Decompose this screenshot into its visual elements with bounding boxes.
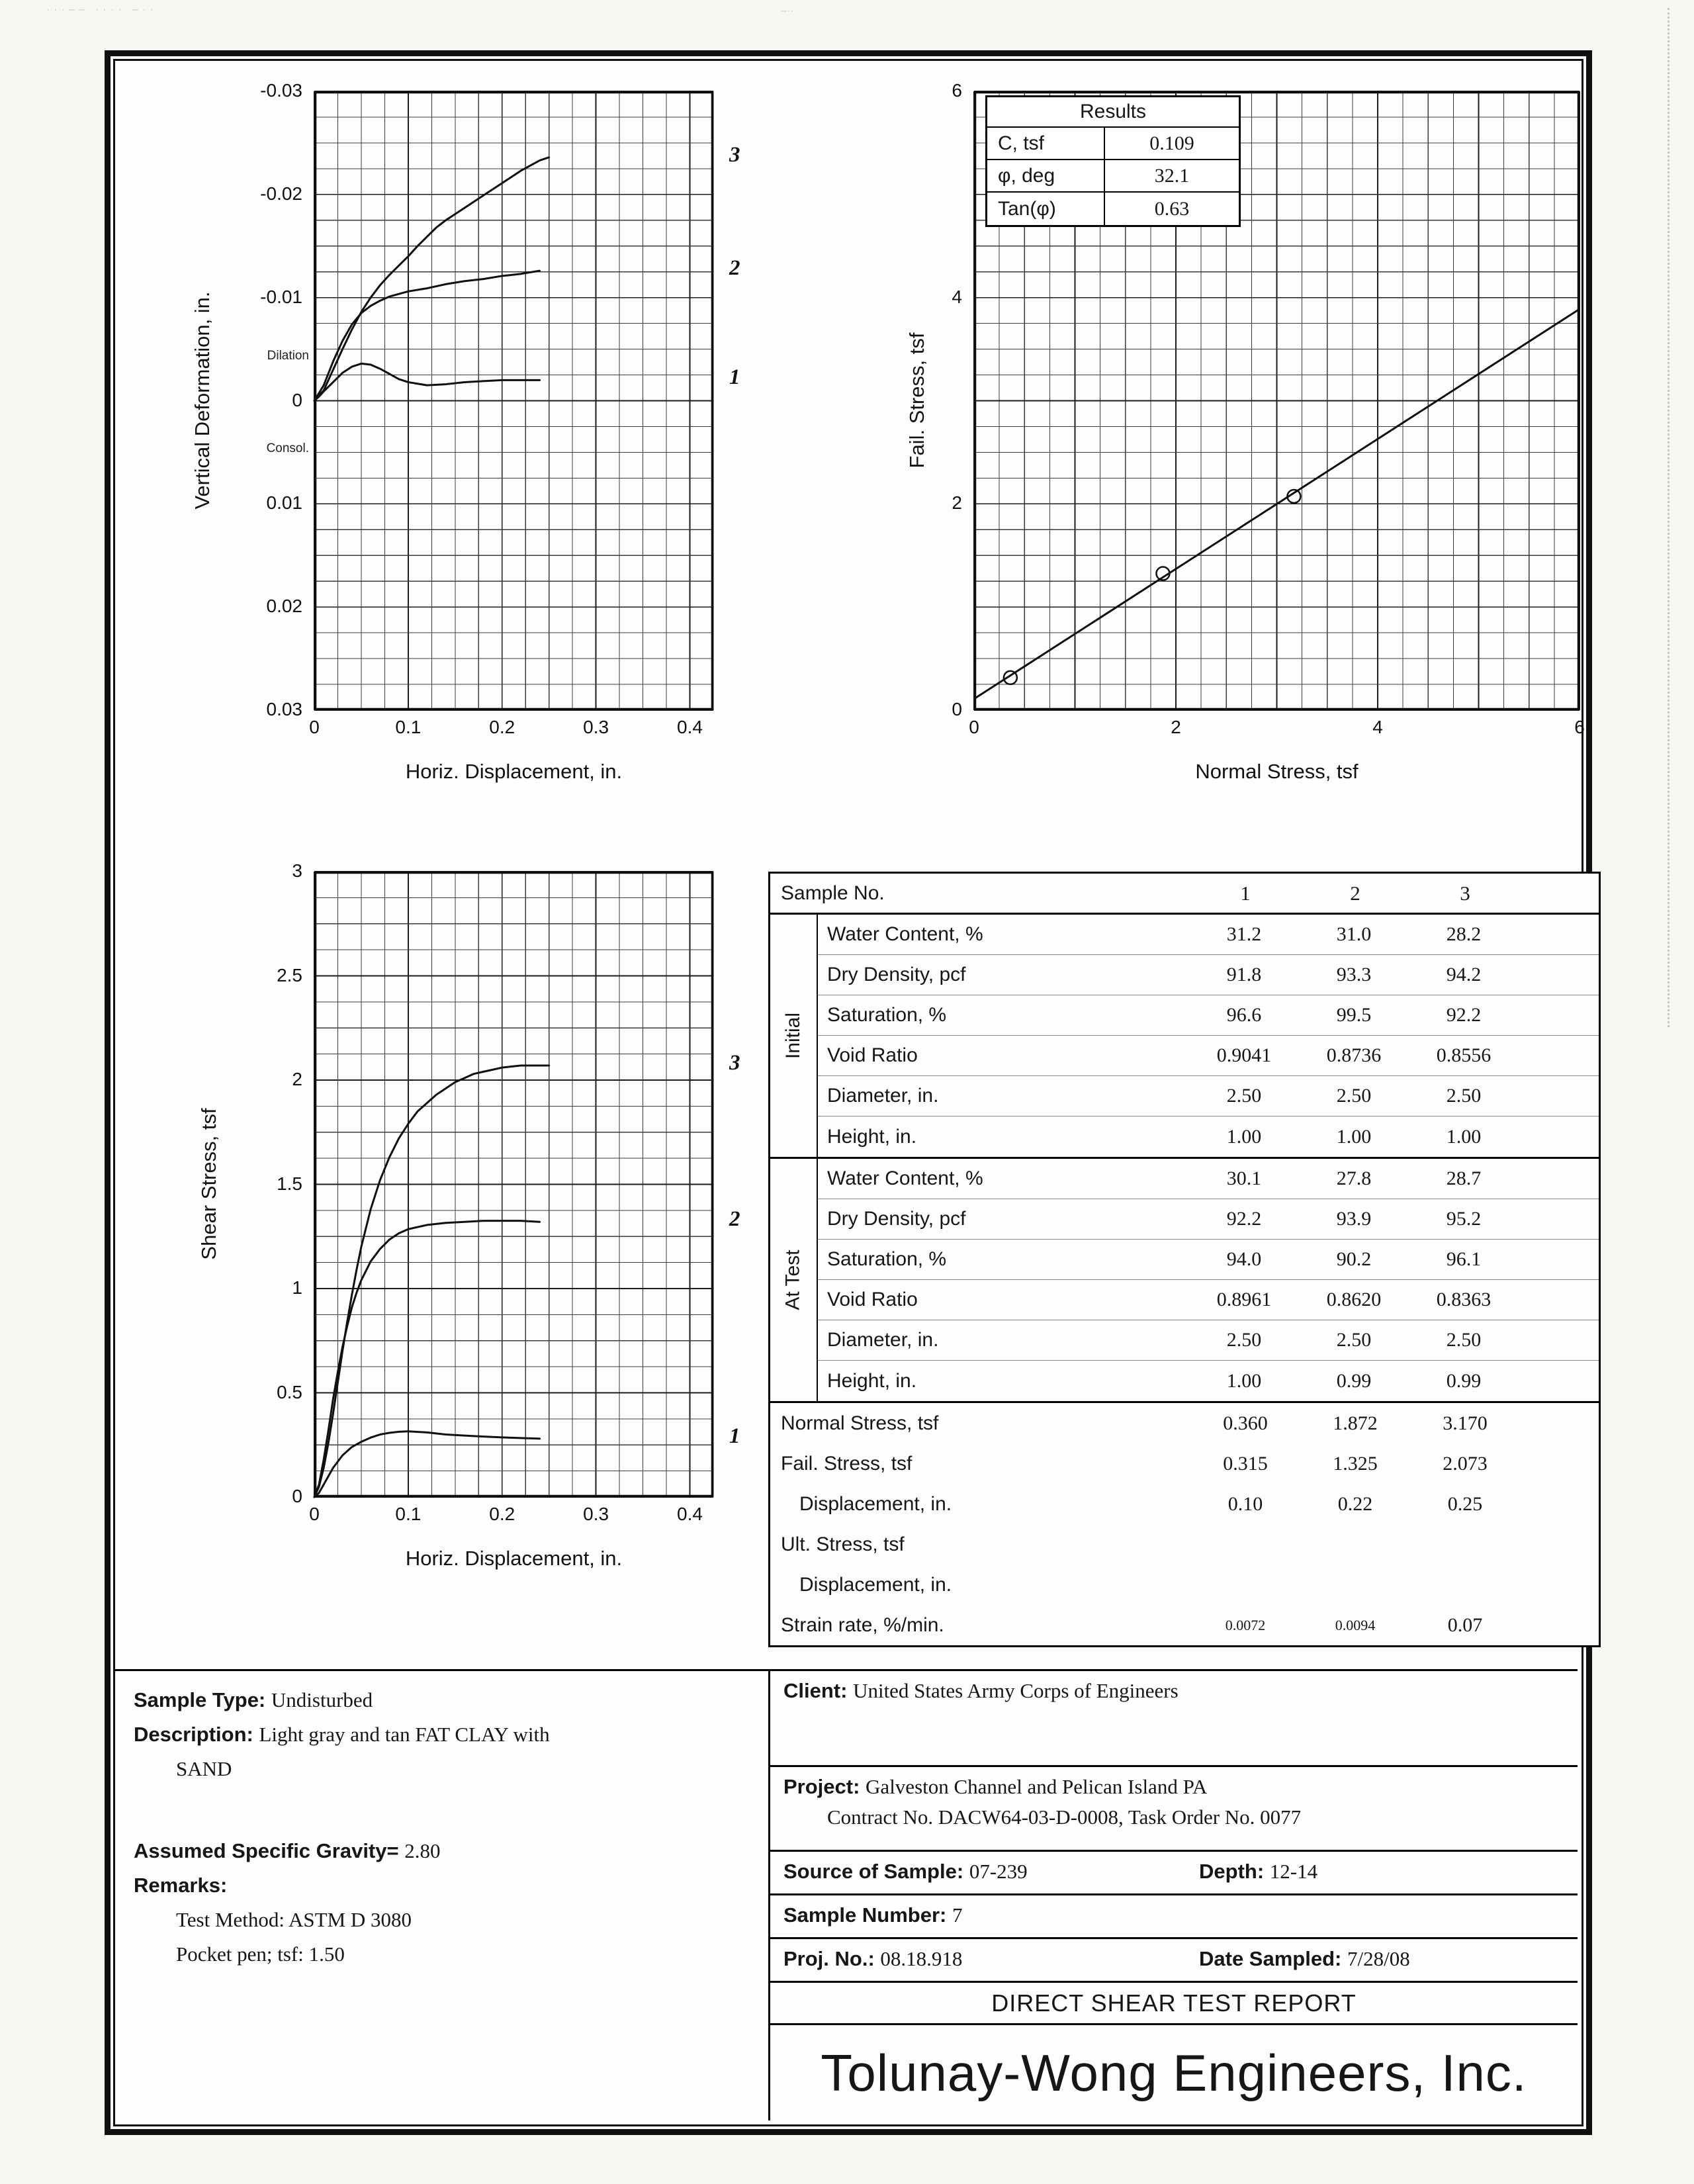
description-label: Description: — [134, 1723, 253, 1746]
axis-annotation: Consol. — [266, 441, 309, 456]
group-label: At Test — [782, 1250, 805, 1310]
y-axis-tick-label: 0.5 — [277, 1381, 302, 1402]
remark-pocket-pen: Pocket pen; tsf: 1.50 — [176, 1942, 345, 1966]
y-axis-tick-label: 0 — [292, 1486, 302, 1506]
table-group-rotated-label — [770, 915, 818, 1157]
results-row-cohesion — [987, 128, 1239, 160]
row-label: Height, in. — [827, 1125, 917, 1148]
row-label: Strain rate, %/min. — [781, 1614, 944, 1636]
results-label: Tan(φ) — [987, 193, 1105, 225]
row-label: Ult. Stress, tsf — [781, 1533, 905, 1555]
row-label: Diameter, in. — [827, 1329, 939, 1351]
curve-label: 1 — [729, 1424, 740, 1448]
table-cell: 1.872 — [1333, 1412, 1378, 1434]
row-label: Void Ratio — [827, 1044, 918, 1066]
table-header-col: 2 — [1350, 881, 1360, 905]
sample-type-value: Undisturbed — [271, 1688, 373, 1711]
y-axis-tick-label: 1.5 — [277, 1173, 302, 1194]
y-axis-tick-label: 0.03 — [266, 699, 302, 719]
x-axis-tick-label: 0.3 — [583, 717, 609, 737]
table-row — [770, 1443, 1599, 1484]
report-outer-border — [105, 50, 1592, 2135]
group-label: Initial — [782, 1012, 805, 1060]
table-group-at-test — [770, 1159, 1599, 1403]
table-cell: 96.1 — [1446, 1248, 1482, 1270]
table-cell: 2.50 — [1446, 1085, 1482, 1107]
table-cell: 0.360 — [1223, 1412, 1268, 1434]
table-cell: 0.0072 — [1225, 1616, 1266, 1633]
table-group-rows — [818, 915, 1599, 1157]
y-axis-tick-label: 2 — [952, 492, 962, 514]
y-axis-tick-label: -0.01 — [260, 286, 302, 307]
table-row — [818, 1240, 1599, 1280]
table-cell: 0.8961 — [1216, 1289, 1272, 1310]
row-label: Saturation, % — [827, 1004, 947, 1026]
table-cell: 1.00 — [1226, 1125, 1262, 1148]
table-cell: 0.22 — [1337, 1492, 1373, 1515]
source-of-sample-label: Source of Sample: — [783, 1860, 964, 1883]
y-axis-tick-label: 0.01 — [266, 492, 302, 514]
bottom-info-area — [115, 1669, 1578, 2120]
table-cell: 0.315 — [1223, 1452, 1268, 1475]
table-cell: 28.7 — [1446, 1167, 1482, 1189]
row-label: Saturation, % — [827, 1248, 947, 1270]
results-value: 0.109 — [1149, 132, 1194, 154]
table-row — [818, 955, 1599, 995]
table-cell: 0.99 — [1446, 1369, 1482, 1392]
report-inner-border — [113, 59, 1583, 2126]
curve-label: 1 — [729, 365, 740, 390]
x-axis-tick-label: 6 — [1574, 717, 1585, 737]
table-cell: 92.2 — [1446, 1004, 1482, 1026]
table-row — [818, 1199, 1599, 1240]
x-axis-tick-label: 0 — [969, 717, 979, 737]
y-axis-tick-label: 0 — [952, 699, 962, 719]
row-label: Water Content, % — [827, 923, 983, 945]
table-header-label: Sample No. — [781, 882, 885, 904]
table-row — [770, 1605, 1599, 1645]
table-cell: 0.8620 — [1326, 1289, 1382, 1310]
table-cell: 1.00 — [1226, 1369, 1262, 1392]
client-value: United States Army Corps of Engineers — [853, 1679, 1179, 1702]
table-cell: 1.00 — [1446, 1125, 1482, 1148]
y-axis-tick-label: -0.02 — [260, 183, 302, 204]
specific-gravity-line — [134, 1839, 750, 1863]
results-value: 32.1 — [1154, 164, 1190, 187]
row-label: Dry Density, pcf — [827, 1208, 966, 1230]
table-header-row — [770, 874, 1599, 915]
remark-test-method: Test Method: ASTM D 3080 — [176, 1908, 412, 1931]
table-row — [770, 1484, 1599, 1524]
table-group-initial — [770, 915, 1599, 1159]
x-axis-tick-label: 0.4 — [677, 1504, 703, 1524]
table-row — [770, 1403, 1599, 1443]
row-label: Dry Density, pcf — [827, 964, 966, 985]
y-axis-tick-label: 0 — [292, 389, 302, 410]
table-row — [818, 915, 1599, 955]
table-row — [818, 1320, 1599, 1361]
sample-info-block — [115, 1671, 768, 2120]
table-cell: 31.0 — [1336, 923, 1372, 945]
table-cell: 2.50 — [1226, 1085, 1262, 1107]
table-cell: 2.073 — [1443, 1452, 1488, 1475]
axis-annotation: Dilation — [267, 349, 309, 363]
failure-envelope-y-axis-label: Fail. Stress, tsf — [905, 332, 928, 469]
date-sampled-label: Date Sampled: — [1199, 1947, 1342, 1970]
scan-artifact: ···–– ···· –·· — [46, 4, 157, 15]
curve-label: 2 — [729, 1207, 740, 1232]
table-cell: 0.8736 — [1326, 1044, 1382, 1066]
table-cell: 0.8556 — [1436, 1044, 1492, 1066]
table-cell: 0.99 — [1336, 1369, 1372, 1392]
table-cell: 0.07 — [1447, 1614, 1483, 1636]
sample-number-value: 7 — [952, 1903, 963, 1927]
results-row-tanphi — [987, 193, 1239, 225]
table-cell: 30.1 — [1226, 1167, 1262, 1189]
table-cell: 31.2 — [1226, 923, 1262, 945]
scan-artifact: –·· — [781, 5, 794, 17]
row-label: Void Ratio — [827, 1289, 918, 1310]
results-value: 0.63 — [1154, 197, 1190, 220]
table-cell: 92.2 — [1226, 1208, 1262, 1230]
specific-gravity-value: 2.80 — [404, 1839, 441, 1862]
table-cell: 0.10 — [1227, 1492, 1263, 1515]
date-sampled-value: 7/28/08 — [1347, 1947, 1410, 1970]
remarks-label: Remarks: — [134, 1874, 228, 1897]
row-label: Water Content, % — [827, 1167, 983, 1189]
table-cell: 0.25 — [1447, 1492, 1483, 1515]
table-cell: 2.50 — [1226, 1329, 1262, 1351]
y-axis-tick-label: 0.02 — [266, 596, 302, 617]
results-box-title: Results — [987, 97, 1239, 128]
specific-gravity-label: Assumed Specific Gravity= — [134, 1839, 399, 1862]
shear-stress-chart — [277, 860, 740, 1524]
shear-stress-x-axis-label: Horiz. Displacement, in. — [405, 1547, 623, 1570]
table-cell: 94.2 — [1446, 964, 1482, 985]
project-value: Galveston Channel and Pelican Island PA — [866, 1775, 1208, 1798]
table-row — [770, 1565, 1599, 1605]
y-axis-tick-label: 1 — [292, 1277, 302, 1298]
table-cell: 3.170 — [1443, 1412, 1488, 1434]
client-label: Client: — [783, 1679, 848, 1702]
table-cell: 91.8 — [1226, 964, 1262, 985]
table-row — [818, 1361, 1599, 1401]
project-info-block — [768, 1671, 1578, 2120]
sample-number-section — [770, 1893, 1578, 1937]
table-cell: 0.8363 — [1436, 1289, 1492, 1310]
y-axis-tick-label: 2.5 — [277, 964, 302, 985]
results-label: φ, deg — [987, 160, 1105, 191]
table-cell: 0.0094 — [1335, 1616, 1376, 1633]
table-cell: 28.2 — [1446, 923, 1482, 945]
table-row — [818, 1036, 1599, 1076]
table-cell: 93.9 — [1336, 1208, 1372, 1230]
table-cell: 94.0 — [1226, 1248, 1262, 1270]
x-axis-tick-label: 0.3 — [583, 1504, 609, 1524]
chart-plot — [314, 872, 713, 1497]
proj-no-label: Proj. No.: — [783, 1947, 875, 1970]
curve-label: 3 — [729, 1050, 740, 1075]
curve-label: 3 — [729, 142, 740, 167]
y-axis-tick-label: 3 — [292, 860, 302, 881]
table-cell: 27.8 — [1336, 1167, 1372, 1189]
table-row — [770, 1524, 1599, 1565]
description-line — [134, 1723, 750, 1747]
table-header-col: 3 — [1460, 881, 1470, 905]
row-label: Diameter, in. — [827, 1085, 939, 1107]
x-axis-tick-label: 0 — [309, 717, 320, 737]
contract-line: Contract No. DACW64-03-D-0008, Task Order No. 0077 — [827, 1805, 1302, 1829]
table-cell: 1.00 — [1336, 1125, 1372, 1148]
x-axis-tick-label: 2 — [1171, 717, 1181, 737]
results-label: C, tsf — [987, 128, 1105, 159]
sample-type-label: Sample Type: — [134, 1688, 266, 1711]
row-label: Normal Stress, tsf — [781, 1412, 939, 1434]
table-row — [818, 1116, 1599, 1157]
vertical-deformation-y-axis-label: Vertical Deformation, in. — [191, 291, 214, 510]
failure-envelope-x-axis-label: Normal Stress, tsf — [1195, 760, 1359, 783]
table-cell: 90.2 — [1336, 1248, 1372, 1270]
shear-stress-y-axis-label: Shear Stress, tsf — [197, 1108, 220, 1260]
depth-label: Depth: — [1199, 1860, 1265, 1883]
sample-table — [768, 872, 1601, 1647]
row-label: Displacement, in. — [799, 1573, 952, 1596]
sample-number-label: Sample Number: — [783, 1903, 947, 1927]
row-label: Fail. Stress, tsf — [781, 1452, 913, 1475]
row-label: Displacement, in. — [799, 1492, 952, 1515]
description-value-line2: SAND — [176, 1757, 232, 1780]
table-group-rows — [818, 1159, 1599, 1401]
x-axis-tick-label: 0.4 — [677, 717, 703, 737]
project-number-section — [770, 1937, 1578, 1981]
vertical-deformation-x-axis-label: Horiz. Displacement, in. — [405, 760, 623, 783]
report-content — [115, 61, 1585, 2124]
table-row — [818, 1076, 1599, 1116]
description-value: Light gray and tan FAT CLAY with — [259, 1723, 550, 1746]
results-box — [985, 95, 1241, 227]
table-cell: 96.6 — [1226, 1004, 1262, 1026]
x-axis-tick-label: 0.1 — [395, 717, 422, 737]
sample-type-line — [134, 1688, 750, 1712]
depth-value: 12-14 — [1269, 1860, 1318, 1883]
source-section — [770, 1850, 1578, 1893]
x-axis-tick-label: 0.2 — [489, 1504, 515, 1524]
curve-label: 2 — [729, 256, 740, 281]
y-axis-tick-label: 6 — [952, 80, 962, 101]
x-axis-tick-label: 0.1 — [395, 1504, 422, 1524]
table-row — [818, 1280, 1599, 1320]
y-axis-tick-label: 2 — [292, 1069, 302, 1089]
y-axis-tick-label: -0.03 — [260, 80, 302, 101]
table-cell: 2.50 — [1336, 1329, 1372, 1351]
table-cell: 99.5 — [1336, 1004, 1372, 1026]
table-header-col: 1 — [1240, 881, 1251, 905]
client-section — [770, 1671, 1578, 1765]
proj-no-value: 08.18.918 — [880, 1947, 963, 1970]
vertical-deformation-chart — [260, 80, 740, 737]
x-axis-tick-label: 4 — [1372, 717, 1383, 737]
table-row — [818, 995, 1599, 1036]
report-title: DIRECT SHEAR TEST REPORT — [770, 1981, 1578, 2023]
table-cell: 1.325 — [1333, 1452, 1378, 1475]
table-cell: 2.50 — [1336, 1085, 1372, 1107]
project-section — [770, 1765, 1578, 1850]
y-axis-tick-label: 4 — [952, 286, 962, 307]
table-cell: 93.3 — [1336, 964, 1372, 985]
table-cell: 0.9041 — [1216, 1044, 1272, 1066]
scan-artifact — [1668, 8, 1670, 1027]
table-group-rotated-label — [770, 1159, 818, 1401]
remarks-line — [134, 1874, 750, 1897]
results-row-phi — [987, 160, 1239, 193]
table-cell: 2.50 — [1446, 1329, 1482, 1351]
table-row — [818, 1159, 1599, 1199]
project-label: Project: — [783, 1775, 860, 1798]
row-label: Height, in. — [827, 1369, 917, 1392]
company-name: Tolunay-Wong Engineers, Inc. — [770, 2023, 1578, 2120]
table-cell: 95.2 — [1446, 1208, 1482, 1230]
x-axis-tick-label: 0 — [309, 1504, 320, 1524]
chart-plot — [314, 91, 713, 710]
x-axis-tick-label: 0.2 — [489, 717, 515, 737]
source-of-sample-value: 07-239 — [969, 1860, 1028, 1883]
